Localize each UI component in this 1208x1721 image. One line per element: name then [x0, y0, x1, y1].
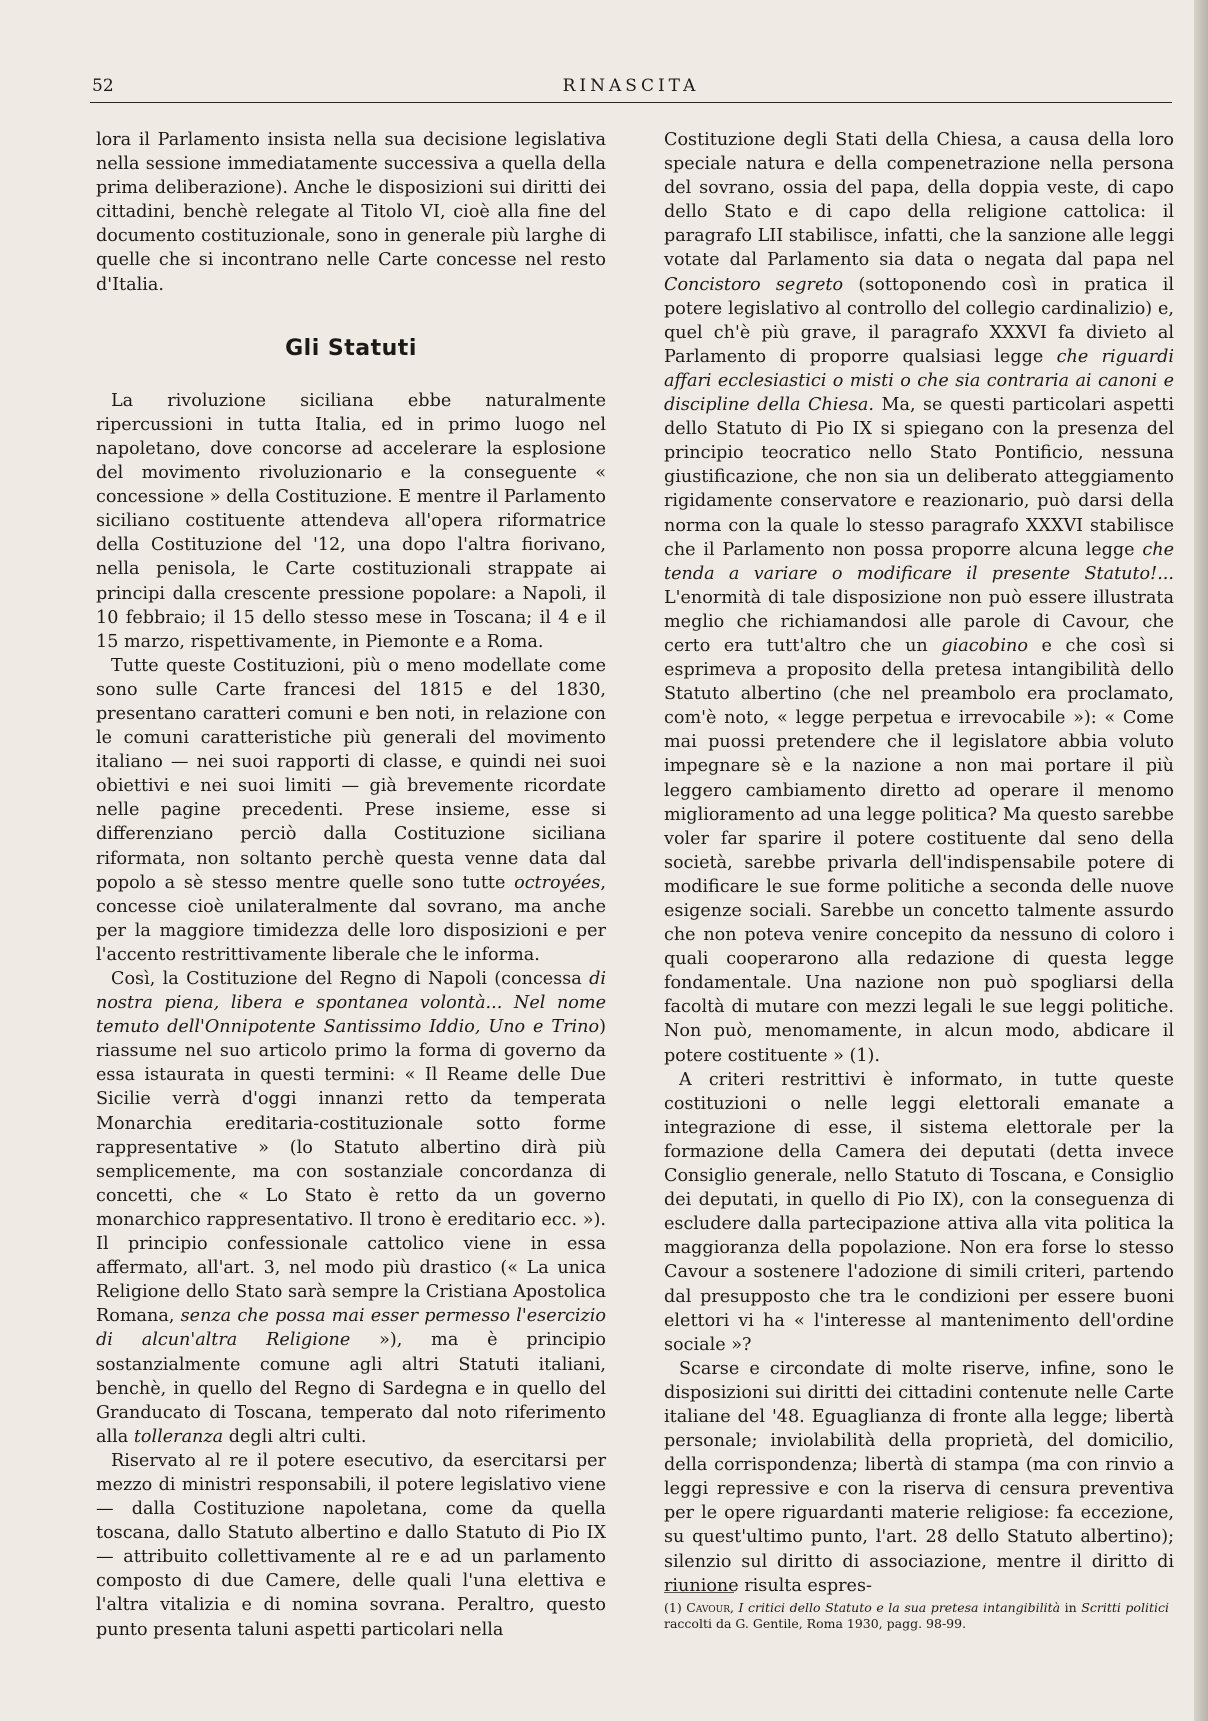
paragraph: La rivoluzione siciliana ebbe naturalmente ripercussioni in tutta Italia, ed in primo luogo nel napoletano, dove concorse ad accelerare la esplosione del movimento rivoluzionario e la conseguente « concessione » della Costituzione. E mentre il Parlamento siciliano costituente attendeva all'opera riformatrice della Costituzione del '12, una dopo l'altra fiorivano, nella penisola, le Carte costituzionali strappate ai principi dalla crescente pressione popolare: a Napoli, il 10 febbraio; il 15 dello stesso mese in Toscana; il 4 e il 15 marzo, rispettivamente, in Piemonte e a Roma.	[96, 390, 606, 652]
text-run: Tutte queste Costituzioni, più o meno modellate come sono sulle Carte francesi del 1815 e del 1830, presentano caratteri comuni e ben noti, in relazione con le comuni caratteristiche più generali del movimento italiano — nei suoi rapporti di classe, e quindi nei suoi obiettivi e nei suoi limiti — già brevemente ricordate nelle pagine precedenti. Prese insieme, esse si differenziano perciò dalla Costituzione siciliana riformata, non soltanto perchè questa venne data dal popolo a sè stesso mentre quelle sono tutte	[96, 655, 606, 893]
text-run: Così, la Costituzione del Regno di Napoli (concessa	[111, 969, 582, 989]
footnote-divider	[664, 1592, 734, 1593]
paragraph	[96, 967, 606, 1449]
footnote	[664, 1600, 1169, 1632]
running-title: RINASCITA	[562, 76, 700, 96]
footnote-title: I critici dello Statuto e la sua pretesa intangibilità	[738, 1600, 1061, 1615]
text-run: degli altri culti.	[223, 1426, 367, 1447]
italic-run: che riguardi affari ecclesiastici o misti o che sia contraria ai canoni e discipline della Chiesa.	[664, 346, 1175, 416]
text-run: , concesse cioè unilateralmente dal sovrano, ma anche per la maggiore timidezza delle loro disposizioni e per l'accento restrittivamente liberale che le informa.	[96, 872, 607, 965]
right-column	[664, 128, 1174, 1598]
paragraph: Scarse e circondate di molte riserve, infine, sono le disposizioni sui diritti dei cittadini contenute nelle Carte italiane del '48. Eguaglianza di fronte alla legge; libertà personale; inviolabilità della proprietà, del domicilio, della corrispondenza; libertà di stampa (ma con rinvio a leggi repressive e con la riserva di censura preventiva per le opere riguardanti materie religiose: fa eccezione, su quest'ultimo punto, l'art. 28 dello Statuto albertino); silenzio sul diritto di associazione, mentre il diritto di riunione risulta espres-	[664, 1358, 1174, 1596]
italic-run: che tenda a variare o modificare il presente Statuto!...	[664, 539, 1175, 584]
page-edge-shadow	[1194, 0, 1208, 1721]
italic-run: senza che possa mai esser permesso l'esercizio di alcun'altra Religione	[96, 1306, 606, 1351]
footnote-mark: (1)	[664, 1600, 682, 1615]
section-heading: Gli Statuti	[285, 335, 417, 361]
paragraph: lora il Parlamento insista nella sua decisione legislativa nella sessione immediatamente successiva a quella della prima deliberazione). Anche le disposizioni sui diritti dei cittadini, benchè relegate al Titolo VI, cioè alla fine del documento costituzionale, sono in generale più larghe di quelle che si incontrano nelle Carte concesse nel resto d'Italia.	[96, 130, 606, 295]
text-run: Ma, se questi particolari aspetti dello Statuto di Pio IX si spiegano con la presenza del principio teocratico nello Stato Pontificio, nessuna giustificazione, che non sia un deliberato atteggiamento rigidamente conservatore e reazionario, può darsi della norma con la quale lo stesso paragrafo XXXVI stabilisce che il Parlamento non possa proporre alcuna legge	[664, 395, 1175, 560]
page-number: 52	[92, 76, 114, 96]
text-run: (sottoponendo così in pratica il potere legislativo al controllo del collegio cardinalizio) e, quel ch'è più grave, il paragrafo XXXVI fa divieto al Parlamento di proporre qualsiasi legge	[664, 274, 1175, 367]
left-column	[96, 128, 606, 1642]
italic-run: giacobino	[941, 635, 1028, 656]
italic-run: octroyées	[514, 872, 601, 893]
text-run: »), ma è principio sostanzialmente comune agli altri Statuti italiani, benchè, in quello del Regno di Sardegna e in quello del Granducato di Toscana, temperato dal noto riferimento alla	[96, 1330, 606, 1447]
text-run: L'enormità di tale disposizione non può essere illustrata meglio che richiamandosi alle parole di Cavour, che certo era tutt'altro che un	[664, 587, 1174, 656]
footnote-text: in	[1060, 1600, 1082, 1615]
page-header	[90, 74, 1172, 103]
italic-run: Concistoro segreto	[664, 274, 844, 295]
footnote-author: Cavour,	[686, 1600, 734, 1615]
italic-run: tolleranza	[133, 1426, 224, 1447]
paragraph: Riservato al re il potere esecutivo, da esercitarsi per mezzo di ministri responsabili, il potere legislativo viene — dalla Costituzione napoletana, come da quella toscana, dallo Statuto albertino e dallo Statuto di Pio IX — attribuito collettivamente al re e ad un parlamento composto di due Camere, delle quali l'una elettiva e l'altra vitalizia e di nomina sovrana. Peraltro, questo punto presenta taluni aspetti particolari nella	[96, 1450, 606, 1640]
footnote-work: Scritti politici	[1081, 1600, 1169, 1615]
text-run: e che così si esprimeva a proposito della pretesa intangibilità dello Statuto albertino (che nel preambolo era proclamato, com'è noto, « legge perpetua e irrevocabile »): « Come mai puossi pretendere che il legislatore abbia voluto impegnare sè e la nazione a non mai portare il più leggero cambiamento diretto ad operare il menomo miglioramento ad una legge politica? Ma questo sarebbe voler far sparire il potere costituente dal seno della società, sarebbe privarla dell'indispensabile potere di modificare le sue forme politiche a seconda delle nuove esigenze sociali. Sarebbe un concetto talmente assurdo che non poteva venire concepito da nessuno di coloro i quali cooperarono alla redazione di questa legge fondamentale. Una nazione non può spogliarsi della facoltà di mutare con mezzi legali le sue leggi politiche. Non può, menomamente, in alcun modo, abdicare il potere costituente » (1).	[664, 635, 1175, 1066]
paragraph	[664, 128, 1174, 1068]
text-run: Costituzione degli Stati della Chiesa, a causa della loro speciale natura e della compenetrazione nella persona del sovrano, ossia del papa, della doppia veste, di capo dello Stato e di capo della religione cattolica: il paragrafo LII stabilisce, infatti, che la sanzione alle leggi votate dal Parlamento sia data o negata dal papa nel	[664, 130, 1174, 271]
footnote-text: raccolti da G. Gentile, Roma 1930, pagg. 98-99.	[664, 1616, 967, 1631]
text-run: ) riassume nel suo articolo primo la forma di governo da essa istaurata in questi termini: « Il Reame delle Due Sicilie verrà d'oggi innanzi retto da temperata Monarchia ereditaria-costituzionale sotto forme rappresentative » (lo Statuto albertino dirà più semplicemente, ma con sostanziale concordanza di concetti, che « Lo Stato è retto da un governo monarchico rappresentativo. Il trono è ereditario ecc. »). Il principio confessionale cattolico viene in essa affermato, all'art. 3, nel modo più drastico (« La unica Religione dello Stato sarà sempre la Cristiana Apostolica Romana,	[96, 1017, 606, 1327]
paragraph: A criteri restrittivi è informato, in tutte queste costituzioni o nelle leggi elettorali emanate a integrazione di esse, il sistema elettorale per la formazione della Camera dei deputati (detta invece Consiglio generale, nello Statuto di Toscana, e Consiglio dei deputati, in quello di Pio IX), con la conseguenza di escludere dalla partecipazione attiva alla vita politica la maggioranza della popolazione. Non era forse lo stesso Cavour a sostenere l'adozione di simili criteri, partendo dal presupposto che tra le condizioni per essere buoni elettori vi ha « l'interesse al mantenimento dell'ordine sociale »?	[664, 1069, 1174, 1355]
italic-run: di nostra piena, libera e spontanea volontà... Nel nome temuto dell'Onnipotente Santissimo Iddio, Uno e Trino	[96, 969, 607, 1038]
paragraph	[96, 654, 606, 967]
